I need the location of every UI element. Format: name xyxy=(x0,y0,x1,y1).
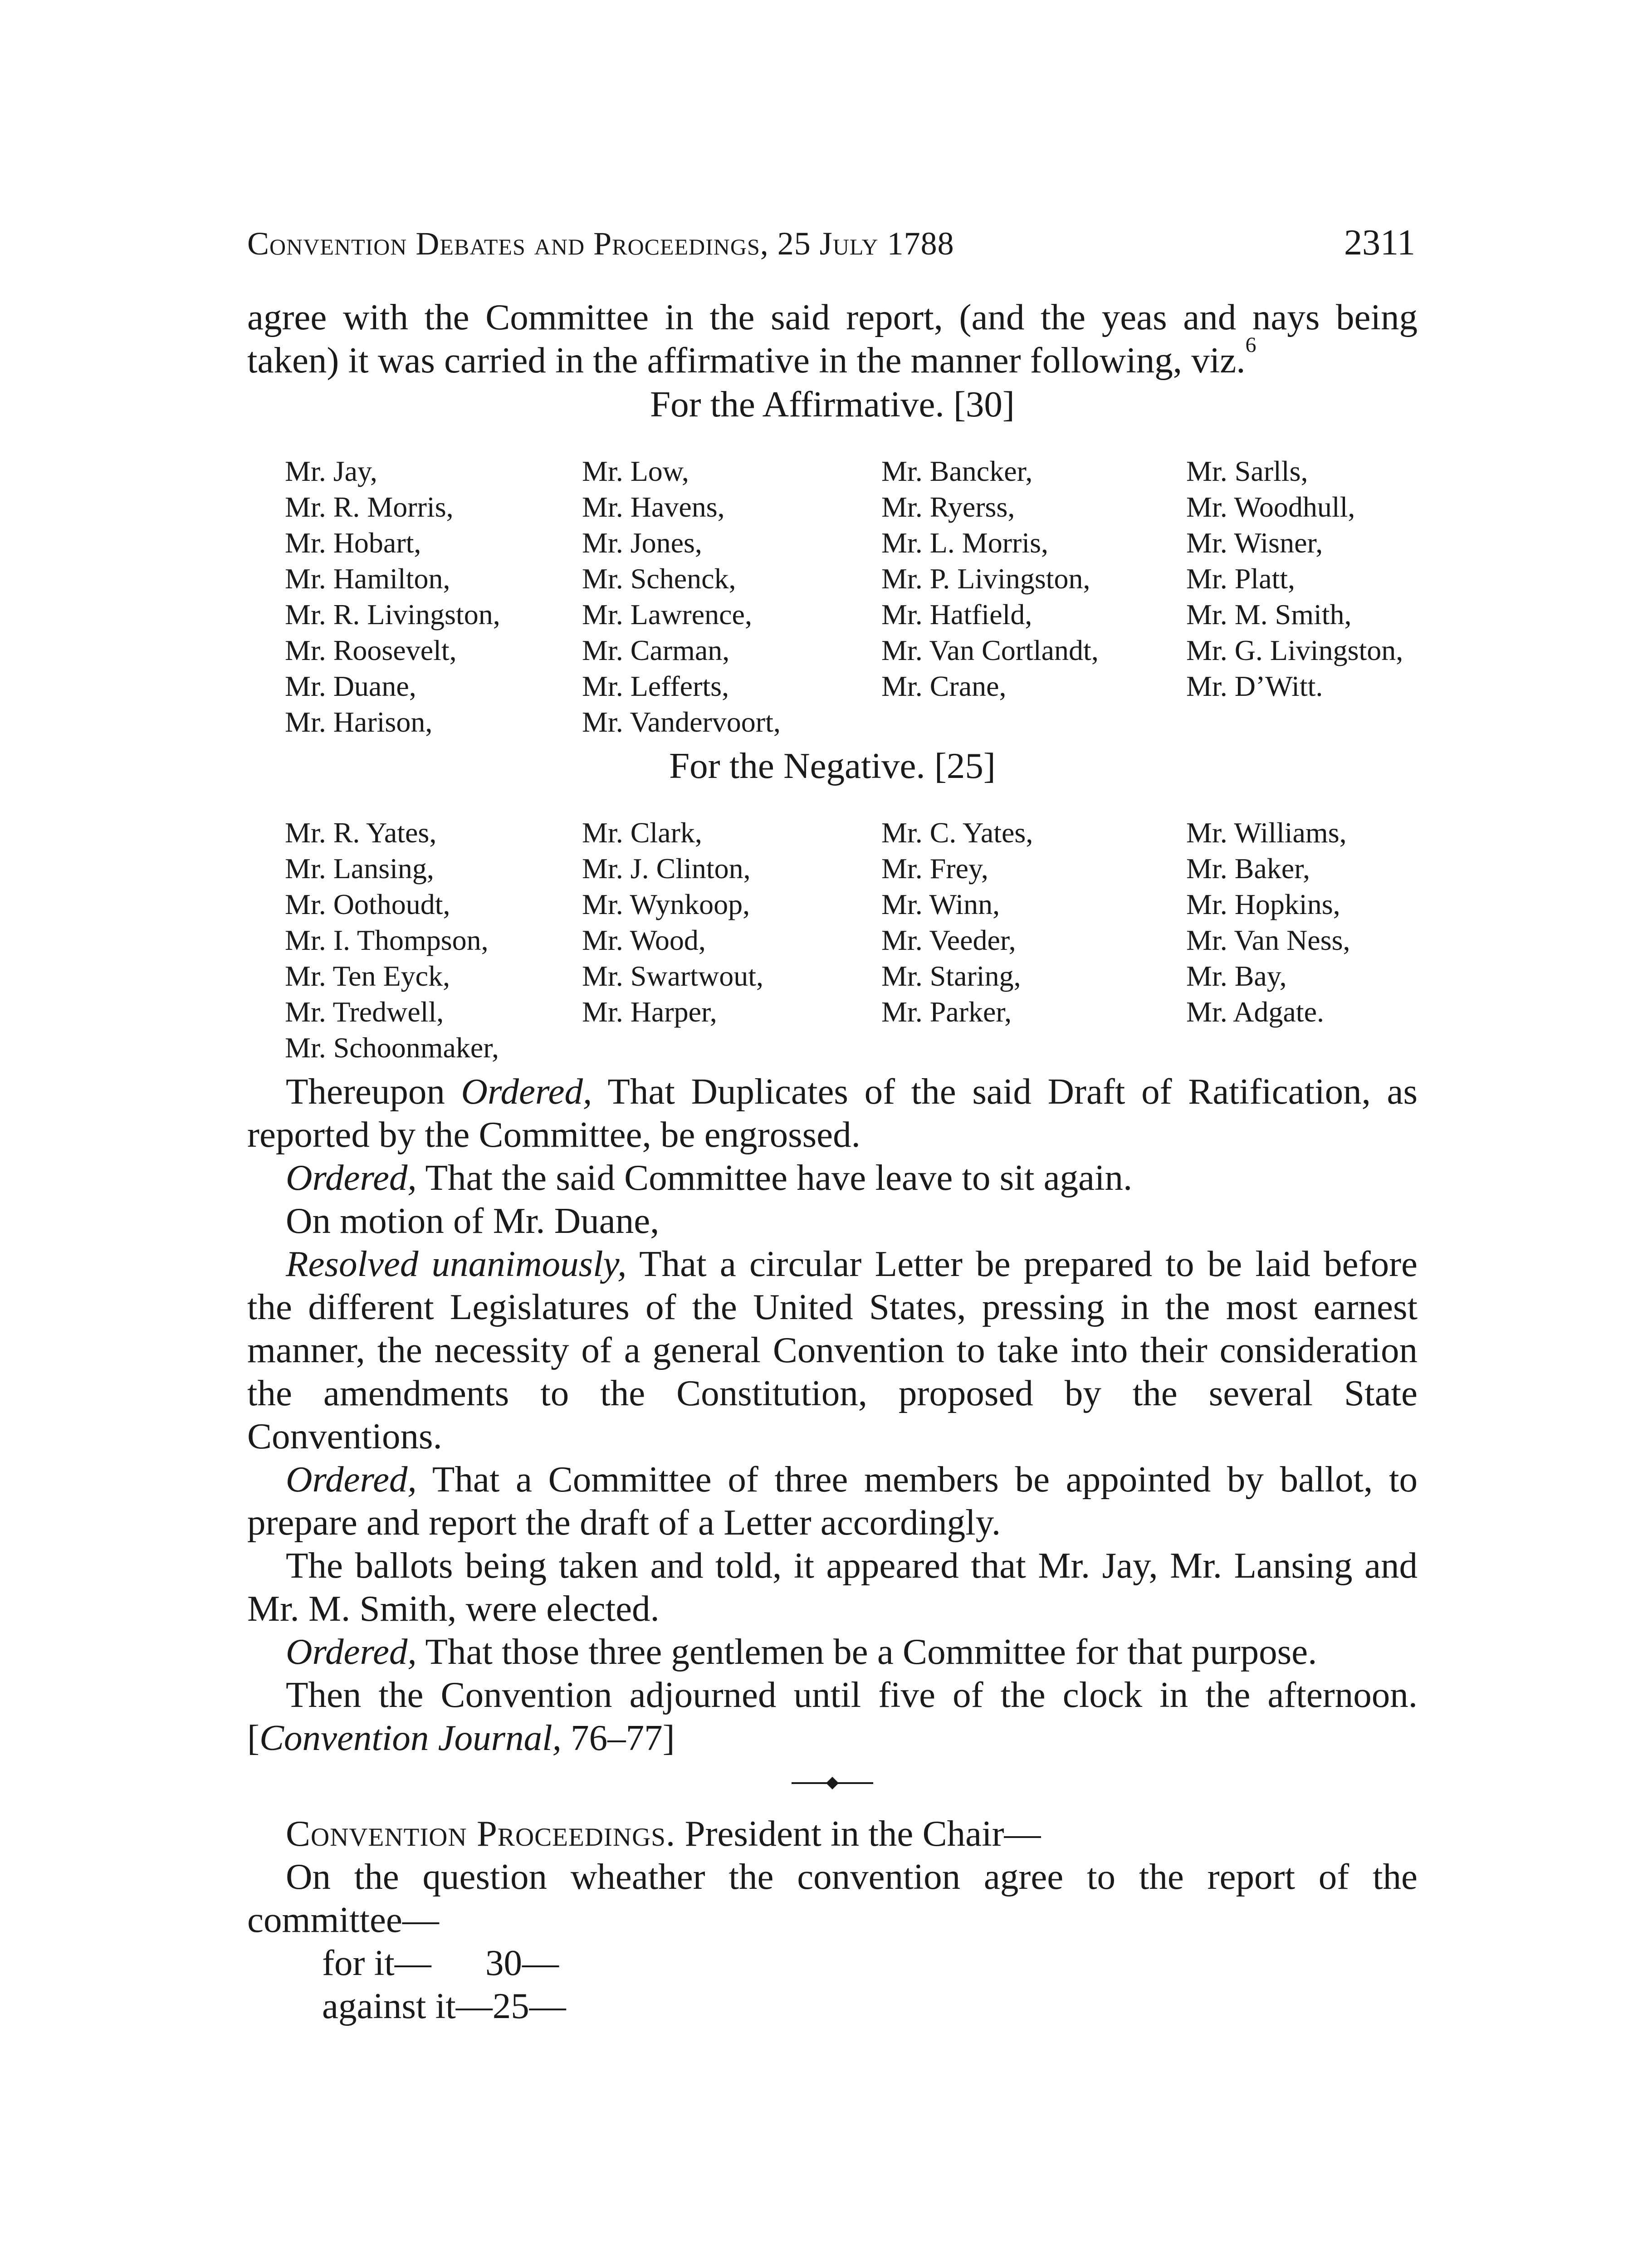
negative-column-1 xyxy=(285,815,582,1066)
paragraph-text: On the question wheather the convention agree to the report of the committee— xyxy=(247,1856,1418,1940)
paragraph-italic: Resolved unanimously, xyxy=(286,1243,627,1284)
member-name: Mr. Tredwell, xyxy=(285,996,444,1028)
member-name: Mr. Harison, xyxy=(285,706,433,738)
tally-row xyxy=(322,1984,1418,2028)
affirmative-column-4 xyxy=(1186,453,1458,740)
paragraph-text: On motion of Mr. Duane, xyxy=(286,1200,660,1241)
member-name: Mr. Hamilton, xyxy=(285,562,450,595)
member-name: Mr. Carman, xyxy=(582,634,730,666)
member-name: Mr. Adgate. xyxy=(1186,996,1324,1028)
negative-list xyxy=(247,815,1418,1066)
member-name: Mr. P. Livingston, xyxy=(881,562,1090,595)
tally-label: against it— xyxy=(322,1985,493,2026)
diamond-rule-icon xyxy=(792,1774,873,1792)
paragraph-italic: Ordered, xyxy=(461,1071,592,1112)
member-name: Mr. Swartwout, xyxy=(582,960,763,992)
member-name: Mr. R. Morris, xyxy=(285,491,454,523)
member-name: Mr. Staring, xyxy=(881,960,1021,992)
paragraph-lead: Thereupon xyxy=(286,1071,461,1112)
member-name: Mr. C. Yates, xyxy=(881,816,1033,849)
member-name: Mr. Woodhull, xyxy=(1186,491,1355,523)
member-name: Mr. Ryerss, xyxy=(881,491,1015,523)
member-name: Mr. Wisner, xyxy=(1186,527,1323,559)
affirmative-column-1 xyxy=(285,453,582,740)
running-head-title: Convention Debates and Proceedings, 25 July 1788 xyxy=(247,225,954,262)
paragraph-text: That a Committee of three members be appointed by ballot, to prepare and report the draft of a Letter accordingly. xyxy=(247,1459,1418,1543)
proceeding-paragraph-5 xyxy=(247,1458,1418,1544)
paragraph-text: That the said Committee have leave to sit again. xyxy=(416,1157,1133,1198)
member-name: Mr. D’Witt. xyxy=(1186,670,1323,702)
member-name: Mr. Schenck, xyxy=(582,562,736,595)
member-name: Mr. Hopkins, xyxy=(1186,888,1340,920)
member-name: Mr. Winn, xyxy=(881,888,1000,920)
member-name: Mr. Roosevelt, xyxy=(285,634,457,666)
paragraph-italic: Ordered, xyxy=(286,1157,417,1198)
section-lead: Convention Proceedings. xyxy=(286,1813,676,1854)
document-page xyxy=(247,218,1418,2028)
paragraph-text: That Duplicates of the said Draft of Ratification, as reported by the Committee, be engrossed. xyxy=(247,1071,1418,1155)
member-name: Mr. M. Smith, xyxy=(1186,598,1352,631)
affirmative-column-3 xyxy=(881,453,1186,740)
paragraph-italic: Ordered, xyxy=(286,1459,417,1500)
member-name: Mr. I. Thompson, xyxy=(285,924,489,956)
footnote-ref[interactable]: 6 xyxy=(1245,333,1257,357)
member-name: Mr. Clark, xyxy=(582,816,702,849)
member-name: Mr. Crane, xyxy=(881,670,1007,702)
member-name: Mr. Van Ness, xyxy=(1186,924,1350,956)
convention-question xyxy=(247,1855,1418,1941)
member-name: Mr. Ten Eyck, xyxy=(285,960,450,992)
paragraph-text: The ballots being taken and told, it appeared that Mr. Jay, Mr. Lansing and Mr. M. Smith, were elected. xyxy=(247,1545,1418,1629)
running-head xyxy=(247,218,1418,269)
member-name: Mr. Van Cortlandt, xyxy=(881,634,1099,666)
paragraph-text: President in the Chair— xyxy=(675,1813,1041,1854)
proceeding-paragraph-1 xyxy=(247,1070,1418,1156)
opening-paragraph xyxy=(247,296,1418,382)
member-name: Mr. Jay, xyxy=(285,455,377,487)
member-name: Mr. Hatfield, xyxy=(881,598,1032,631)
proceeding-paragraph-7 xyxy=(247,1630,1418,1673)
negative-column-4 xyxy=(1186,815,1458,1066)
negative-heading: For the Negative. [25] xyxy=(669,745,996,786)
member-name: Mr. Platt, xyxy=(1186,562,1296,595)
paragraph-text: Then the Convention adjourned until five of the clock in the afternoon. [ xyxy=(247,1674,1418,1758)
tally-label: for it— xyxy=(322,1942,431,1983)
paragraph-italic: Ordered, xyxy=(286,1631,417,1672)
member-name: Mr. Havens, xyxy=(582,491,725,523)
page-number: 2311 xyxy=(1344,223,1415,263)
proceeding-paragraph-8 xyxy=(247,1673,1418,1760)
member-name: Mr. R. Livingston, xyxy=(285,598,500,631)
member-name: Mr. Harper, xyxy=(582,996,717,1028)
citation-title: Convention Journal, xyxy=(259,1717,562,1758)
member-name: Mr. L. Morris, xyxy=(881,527,1048,559)
tally-value: 30— xyxy=(485,1942,559,1983)
negative-column-3 xyxy=(881,815,1186,1066)
opening-paragraph-text: agree with the Committee in the said report, (and the yeas and nays being taken) it was carried in the affirmative in the manner following, viz. xyxy=(247,297,1418,381)
proceeding-paragraph-6 xyxy=(247,1544,1418,1630)
affirmative-heading: For the Affirmative. [30] xyxy=(650,384,1015,425)
member-name: Mr. Lefferts, xyxy=(582,670,729,702)
proceeding-paragraph-4 xyxy=(247,1242,1418,1458)
paragraph-text: That a circular Letter be prepared to be laid before the different Legislatures of the United States, pressing in the most earnest manner, the necessity of a general Convention to take into their consideration the amendments to the Constitution, proposed by the several State Conventions. xyxy=(247,1243,1418,1457)
member-name: Mr. Schoonmaker, xyxy=(285,1031,499,1064)
member-name: Mr. Bay, xyxy=(1186,960,1287,992)
negative-column-2 xyxy=(582,815,881,1066)
member-name: Mr. Frey, xyxy=(881,852,988,885)
member-name: Mr. Veeder, xyxy=(881,924,1016,956)
citation-pages: 76–77] xyxy=(561,1717,675,1758)
member-name: Mr. Bancker, xyxy=(881,455,1033,487)
member-name: Mr. Jones, xyxy=(582,527,702,559)
member-name: Mr. R. Yates, xyxy=(285,816,437,849)
member-name: Mr. Wynkoop, xyxy=(582,888,750,920)
member-name: Mr. Williams, xyxy=(1186,816,1347,849)
affirmative-list xyxy=(247,453,1418,740)
affirmative-column-2 xyxy=(582,453,881,740)
member-name: Mr. Hobart, xyxy=(285,527,421,559)
member-name: Mr. Vandervoort, xyxy=(582,706,781,738)
member-name: Mr. Duane, xyxy=(285,670,416,702)
member-name: Mr. G. Livingston, xyxy=(1186,634,1403,666)
member-name: Mr. Lansing, xyxy=(285,852,434,885)
member-name: Mr. J. Clinton, xyxy=(582,852,751,885)
member-name: Mr. Low, xyxy=(582,455,689,487)
member-name: Mr. Parker, xyxy=(881,996,1012,1028)
member-name: Mr. Oothoudt, xyxy=(285,888,450,920)
tally-value: 25— xyxy=(492,1985,566,2026)
member-name: Mr. Wood, xyxy=(582,924,706,956)
proceeding-paragraph-2 xyxy=(247,1156,1418,1199)
convention-proceedings-heading xyxy=(247,1812,1418,1855)
vote-tally xyxy=(247,1941,1418,2028)
member-name: Mr. Baker, xyxy=(1186,852,1310,885)
proceeding-paragraph-3 xyxy=(247,1199,1418,1242)
section-divider-ornament xyxy=(247,1769,1418,1797)
member-name: Mr. Lawrence, xyxy=(582,598,752,631)
tally-row xyxy=(322,1941,1418,1984)
paragraph-text: That those three gentlemen be a Committee for that purpose. xyxy=(416,1631,1317,1672)
member-name: Mr. Sarlls, xyxy=(1186,455,1308,487)
